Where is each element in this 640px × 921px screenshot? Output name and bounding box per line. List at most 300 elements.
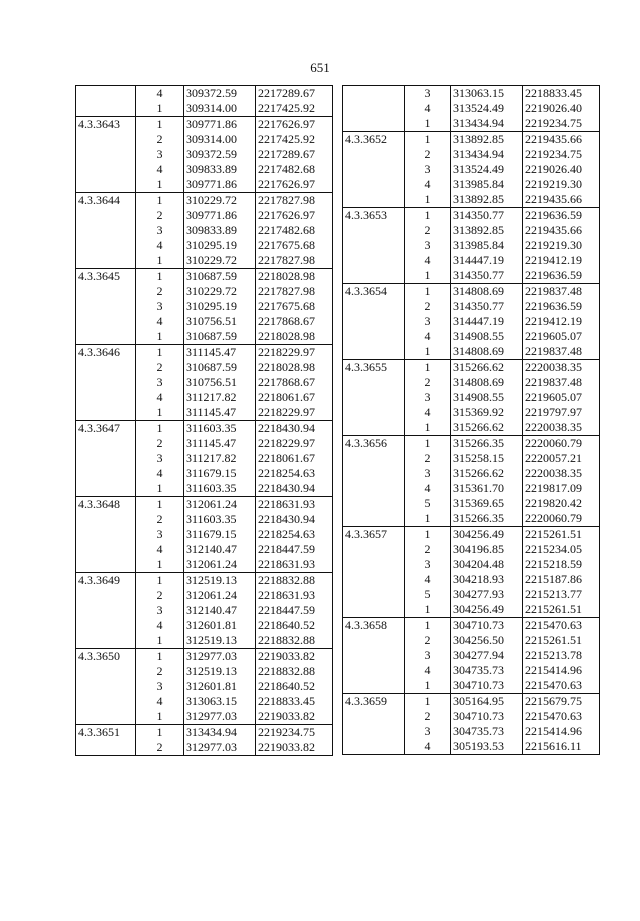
- table-row: [343, 557, 600, 572]
- point-number-cell: 2: [136, 664, 184, 679]
- point-number-cell: 1: [136, 269, 184, 285]
- parcel-id-cell: [76, 709, 136, 725]
- x-coordinate-cell: 311603.35: [184, 481, 256, 497]
- x-coordinate-cell: 311145.47: [184, 345, 256, 361]
- y-coordinate-cell: 2219412.19: [523, 314, 600, 329]
- table-row: [343, 633, 600, 648]
- y-coordinate-cell: 2218631.93: [256, 557, 333, 573]
- x-coordinate-cell: 304735.73: [451, 663, 523, 678]
- table-row: [76, 405, 333, 421]
- x-coordinate-cell: 304710.73: [451, 709, 523, 724]
- table-row: [343, 162, 600, 177]
- parcel-id-cell: [343, 678, 405, 694]
- x-coordinate-cell: 310229.72: [184, 253, 256, 269]
- y-coordinate-cell: 2215261.51: [523, 527, 600, 543]
- x-coordinate-cell: 304710.73: [451, 618, 523, 634]
- table-row: [76, 603, 333, 618]
- parcel-id-cell: [76, 527, 136, 542]
- parcel-id-cell: 4.3.3649: [76, 573, 136, 589]
- x-coordinate-cell: 313892.85: [451, 192, 523, 208]
- point-number-cell: 4: [136, 162, 184, 177]
- point-number-cell: 4: [405, 101, 451, 116]
- point-number-cell: 1: [405, 132, 451, 148]
- point-number-cell: 4: [405, 329, 451, 344]
- y-coordinate-cell: 2218447.59: [256, 542, 333, 557]
- x-coordinate-cell: 313434.94: [451, 147, 523, 162]
- table-row: [343, 223, 600, 238]
- parcel-id-cell: [76, 481, 136, 497]
- parcel-id-cell: [76, 603, 136, 618]
- y-coordinate-cell: 2220057.21: [523, 451, 600, 466]
- point-number-cell: 4: [405, 253, 451, 268]
- table-row: [343, 268, 600, 284]
- table-row: [76, 360, 333, 375]
- y-coordinate-cell: 2217675.68: [256, 238, 333, 253]
- y-coordinate-cell: 2217626.97: [256, 117, 333, 133]
- y-coordinate-cell: 2217626.97: [256, 177, 333, 193]
- y-coordinate-cell: 2215414.96: [523, 663, 600, 678]
- point-number-cell: 2: [136, 588, 184, 603]
- x-coordinate-cell: 315361.70: [451, 481, 523, 496]
- x-coordinate-cell: 310687.59: [184, 329, 256, 345]
- table-row: [76, 329, 333, 345]
- x-coordinate-cell: 315266.35: [451, 511, 523, 527]
- x-coordinate-cell: 304256.49: [451, 527, 523, 543]
- x-coordinate-cell: 311145.47: [184, 436, 256, 451]
- x-coordinate-cell: 311603.35: [184, 421, 256, 437]
- y-coordinate-cell: 2219435.66: [523, 192, 600, 208]
- point-number-cell: 1: [136, 709, 184, 725]
- y-coordinate-cell: 2218028.98: [256, 269, 333, 285]
- x-coordinate-cell: 309314.00: [184, 132, 256, 147]
- x-coordinate-cell: 304256.49: [451, 602, 523, 618]
- table-row: [76, 314, 333, 329]
- point-number-cell: 3: [405, 314, 451, 329]
- point-number-cell: 1: [136, 497, 184, 513]
- x-coordinate-cell: 310687.59: [184, 269, 256, 285]
- parcel-id-cell: [343, 542, 405, 557]
- point-number-cell: 2: [136, 284, 184, 299]
- x-coordinate-cell: 313524.49: [451, 162, 523, 177]
- x-coordinate-cell: 313524.49: [451, 101, 523, 116]
- y-coordinate-cell: 2218430.94: [256, 512, 333, 527]
- y-coordinate-cell: 2215187.86: [523, 572, 600, 587]
- parcel-id-cell: [343, 511, 405, 527]
- table-row: [343, 375, 600, 390]
- parcel-id-cell: 4.3.3651: [76, 725, 136, 741]
- point-number-cell: 3: [405, 390, 451, 405]
- point-number-cell: 1: [136, 117, 184, 133]
- point-number-cell: 1: [136, 253, 184, 269]
- table-row: [343, 314, 600, 329]
- table-row: [76, 436, 333, 451]
- parcel-id-cell: [343, 648, 405, 663]
- parcel-id-cell: [343, 344, 405, 360]
- point-number-cell: 3: [136, 527, 184, 542]
- x-coordinate-cell: 312061.24: [184, 588, 256, 603]
- y-coordinate-cell: 2218061.67: [256, 451, 333, 466]
- x-coordinate-cell: 313892.85: [451, 223, 523, 238]
- point-number-cell: 4: [405, 739, 451, 755]
- x-coordinate-cell: 315266.35: [451, 436, 523, 452]
- table-row: [76, 725, 333, 741]
- table-row: [76, 223, 333, 238]
- x-coordinate-cell: 313892.85: [451, 132, 523, 148]
- parcel-id-cell: [76, 451, 136, 466]
- y-coordinate-cell: 2215218.59: [523, 557, 600, 572]
- x-coordinate-cell: 312140.47: [184, 542, 256, 557]
- parcel-id-cell: [343, 223, 405, 238]
- point-number-cell: 1: [136, 557, 184, 573]
- table-row: [343, 420, 600, 436]
- y-coordinate-cell: 2219234.75: [256, 725, 333, 741]
- point-number-cell: 4: [405, 405, 451, 420]
- point-number-cell: 2: [405, 375, 451, 390]
- y-coordinate-cell: 2219026.40: [523, 101, 600, 116]
- table-row: [343, 284, 600, 300]
- table-row: [76, 512, 333, 527]
- point-number-cell: 3: [136, 451, 184, 466]
- y-coordinate-cell: 2218832.88: [256, 633, 333, 649]
- parcel-id-cell: 4.3.3655: [343, 360, 405, 376]
- parcel-id-cell: [76, 405, 136, 421]
- y-coordinate-cell: 2217827.98: [256, 253, 333, 269]
- table-row: [76, 649, 333, 665]
- parcel-id-cell: [76, 466, 136, 481]
- x-coordinate-cell: 310229.72: [184, 284, 256, 299]
- y-coordinate-cell: 2218631.93: [256, 588, 333, 603]
- table-row: [76, 117, 333, 133]
- x-coordinate-cell: 314447.19: [451, 314, 523, 329]
- parcel-id-cell: 4.3.3658: [343, 618, 405, 634]
- parcel-id-cell: [343, 481, 405, 496]
- x-coordinate-cell: 312519.13: [184, 633, 256, 649]
- point-number-cell: 3: [136, 147, 184, 162]
- y-coordinate-cell: 2218447.59: [256, 603, 333, 618]
- parcel-id-cell: [343, 405, 405, 420]
- point-number-cell: 4: [136, 238, 184, 253]
- x-coordinate-cell: 309833.89: [184, 223, 256, 238]
- parcel-id-cell: 4.3.3643: [76, 117, 136, 133]
- table-row: [343, 451, 600, 466]
- point-number-cell: 1: [405, 420, 451, 436]
- table-row: [76, 193, 333, 209]
- x-coordinate-cell: 310229.72: [184, 193, 256, 209]
- table-row: [343, 678, 600, 694]
- point-number-cell: 5: [405, 587, 451, 602]
- y-coordinate-cell: 2218832.88: [256, 664, 333, 679]
- table-row: [343, 663, 600, 678]
- parcel-id-cell: [76, 542, 136, 557]
- point-number-cell: 1: [136, 345, 184, 361]
- y-coordinate-cell: 2218631.93: [256, 497, 333, 513]
- point-number-cell: 1: [136, 725, 184, 741]
- table-row: [76, 390, 333, 405]
- point-number-cell: 2: [405, 147, 451, 162]
- y-coordinate-cell: 2220038.35: [523, 420, 600, 436]
- table-row: [76, 497, 333, 513]
- y-coordinate-cell: 2218640.52: [256, 679, 333, 694]
- point-number-cell: 1: [136, 193, 184, 209]
- x-coordinate-cell: 312601.81: [184, 679, 256, 694]
- table-row: [76, 375, 333, 390]
- x-coordinate-cell: 313063.15: [184, 694, 256, 709]
- point-number-cell: 3: [136, 679, 184, 694]
- x-coordinate-cell: 312519.13: [184, 664, 256, 679]
- table-row: [76, 238, 333, 253]
- point-number-cell: 1: [405, 694, 451, 710]
- y-coordinate-cell: 2218430.94: [256, 481, 333, 497]
- table-row: [343, 253, 600, 268]
- y-coordinate-cell: 2217425.92: [256, 132, 333, 147]
- point-number-cell: 2: [136, 436, 184, 451]
- point-number-cell: 2: [136, 740, 184, 756]
- y-coordinate-cell: 2218833.45: [523, 86, 600, 102]
- parcel-id-cell: 4.3.3650: [76, 649, 136, 665]
- x-coordinate-cell: 310756.51: [184, 314, 256, 329]
- table-row: [343, 511, 600, 527]
- parcel-id-cell: 4.3.3656: [343, 436, 405, 452]
- table-row: [343, 527, 600, 543]
- x-coordinate-cell: 315369.92: [451, 405, 523, 420]
- table-row: [343, 344, 600, 360]
- parcel-id-cell: [76, 390, 136, 405]
- point-number-cell: 1: [405, 360, 451, 376]
- y-coordinate-cell: 2219820.42: [523, 496, 600, 511]
- x-coordinate-cell: 310295.19: [184, 299, 256, 314]
- parcel-id-cell: [343, 390, 405, 405]
- x-coordinate-cell: 304218.93: [451, 572, 523, 587]
- table-row: [343, 299, 600, 314]
- x-coordinate-cell: 314350.77: [451, 208, 523, 224]
- x-coordinate-cell: 315369.65: [451, 496, 523, 511]
- point-number-cell: 1: [405, 602, 451, 618]
- x-coordinate-cell: 314908.55: [451, 329, 523, 344]
- point-number-cell: 4: [136, 466, 184, 481]
- x-coordinate-cell: 310756.51: [184, 375, 256, 390]
- point-number-cell: 1: [405, 527, 451, 543]
- x-coordinate-cell: 312977.03: [184, 649, 256, 665]
- parcel-id-cell: [343, 663, 405, 678]
- y-coordinate-cell: 2219219.30: [523, 238, 600, 253]
- point-number-cell: 4: [136, 86, 184, 102]
- x-coordinate-cell: 313063.15: [451, 86, 523, 102]
- table-row: [343, 86, 600, 102]
- parcel-id-cell: [343, 451, 405, 466]
- parcel-id-cell: [343, 238, 405, 253]
- table-row: [343, 208, 600, 224]
- y-coordinate-cell: 2219636.59: [523, 268, 600, 284]
- y-coordinate-cell: 2215234.05: [523, 542, 600, 557]
- point-number-cell: 2: [405, 299, 451, 314]
- x-coordinate-cell: 310295.19: [184, 238, 256, 253]
- table-row: [76, 147, 333, 162]
- coordinates-table-right: [342, 85, 600, 755]
- point-number-cell: 1: [405, 511, 451, 527]
- y-coordinate-cell: 2217289.67: [256, 147, 333, 162]
- parcel-id-cell: [76, 375, 136, 390]
- y-coordinate-cell: 2219605.07: [523, 329, 600, 344]
- x-coordinate-cell: 312061.24: [184, 497, 256, 513]
- parcel-id-cell: [76, 238, 136, 253]
- parcel-id-cell: [76, 360, 136, 375]
- parcel-id-cell: [76, 101, 136, 117]
- parcel-id-cell: [76, 223, 136, 238]
- parcel-id-cell: [76, 436, 136, 451]
- parcel-id-cell: [343, 268, 405, 284]
- table-row: [343, 101, 600, 116]
- table-row: [76, 542, 333, 557]
- table-row: [343, 709, 600, 724]
- table-row: [343, 147, 600, 162]
- x-coordinate-cell: 315266.62: [451, 466, 523, 481]
- y-coordinate-cell: 2219026.40: [523, 162, 600, 177]
- table-row: [343, 648, 600, 663]
- parcel-id-cell: [76, 314, 136, 329]
- table-row: [76, 162, 333, 177]
- point-number-cell: 3: [405, 86, 451, 102]
- x-coordinate-cell: 304710.73: [451, 678, 523, 694]
- table-row: [343, 618, 600, 634]
- table-row: [76, 177, 333, 193]
- point-number-cell: 1: [136, 481, 184, 497]
- x-coordinate-cell: 311217.82: [184, 390, 256, 405]
- parcel-id-cell: [343, 572, 405, 587]
- table-row: [76, 86, 333, 102]
- parcel-id-cell: [343, 496, 405, 511]
- table-row: [76, 694, 333, 709]
- point-number-cell: 1: [136, 405, 184, 421]
- table-row: [343, 390, 600, 405]
- parcel-id-cell: [343, 177, 405, 192]
- y-coordinate-cell: 2219219.30: [523, 177, 600, 192]
- y-coordinate-cell: 2217482.68: [256, 223, 333, 238]
- table-row: [76, 421, 333, 437]
- y-coordinate-cell: 2215470.63: [523, 618, 600, 634]
- parcel-id-cell: [343, 633, 405, 648]
- coordinates-table-left: [75, 85, 333, 756]
- point-number-cell: 2: [405, 633, 451, 648]
- table-row: [76, 618, 333, 633]
- x-coordinate-cell: 309372.59: [184, 147, 256, 162]
- point-number-cell: 2: [405, 542, 451, 557]
- point-number-cell: 2: [136, 132, 184, 147]
- y-coordinate-cell: 2217868.67: [256, 375, 333, 390]
- table-row: [76, 527, 333, 542]
- table-row: [76, 299, 333, 314]
- parcel-id-cell: [76, 679, 136, 694]
- parcel-id-cell: [343, 466, 405, 481]
- point-number-cell: 1: [405, 192, 451, 208]
- point-number-cell: 2: [405, 223, 451, 238]
- parcel-id-cell: [76, 253, 136, 269]
- point-number-cell: 1: [136, 329, 184, 345]
- parcel-id-cell: [343, 587, 405, 602]
- x-coordinate-cell: 312601.81: [184, 618, 256, 633]
- x-coordinate-cell: 309314.00: [184, 101, 256, 117]
- parcel-id-cell: [76, 162, 136, 177]
- x-coordinate-cell: 310687.59: [184, 360, 256, 375]
- y-coordinate-cell: 2219797.97: [523, 405, 600, 420]
- y-coordinate-cell: 2215679.75: [523, 694, 600, 710]
- parcel-id-cell: [76, 618, 136, 633]
- x-coordinate-cell: 312977.03: [184, 740, 256, 756]
- y-coordinate-cell: 2217482.68: [256, 162, 333, 177]
- y-coordinate-cell: 2219033.82: [256, 649, 333, 665]
- parcel-id-cell: [343, 299, 405, 314]
- x-coordinate-cell: 304196.85: [451, 542, 523, 557]
- x-coordinate-cell: 312061.24: [184, 557, 256, 573]
- point-number-cell: 4: [136, 314, 184, 329]
- y-coordinate-cell: 2218229.97: [256, 405, 333, 421]
- parcel-id-cell: [76, 694, 136, 709]
- x-coordinate-cell: 309372.59: [184, 86, 256, 102]
- point-number-cell: 3: [405, 162, 451, 177]
- y-coordinate-cell: 2219605.07: [523, 390, 600, 405]
- parcel-id-cell: [76, 86, 136, 102]
- parcel-id-cell: [343, 162, 405, 177]
- point-number-cell: 4: [405, 663, 451, 678]
- table-row: [76, 679, 333, 694]
- point-number-cell: 2: [136, 208, 184, 223]
- table-row: [76, 284, 333, 299]
- table-row: [76, 101, 333, 117]
- y-coordinate-cell: 2220060.79: [523, 436, 600, 452]
- parcel-id-cell: [76, 329, 136, 345]
- parcel-id-cell: [76, 557, 136, 573]
- y-coordinate-cell: 2218832.88: [256, 573, 333, 589]
- point-number-cell: 2: [405, 451, 451, 466]
- parcel-id-cell: [76, 208, 136, 223]
- y-coordinate-cell: 2215414.96: [523, 724, 600, 739]
- parcel-id-cell: [76, 512, 136, 527]
- y-coordinate-cell: 2218254.63: [256, 466, 333, 481]
- x-coordinate-cell: 304277.94: [451, 648, 523, 663]
- x-coordinate-cell: 313985.84: [451, 238, 523, 253]
- parcel-id-cell: [343, 116, 405, 132]
- x-coordinate-cell: 313434.94: [184, 725, 256, 741]
- y-coordinate-cell: 2217827.98: [256, 284, 333, 299]
- x-coordinate-cell: 312519.13: [184, 573, 256, 589]
- parcel-id-cell: [343, 724, 405, 739]
- parcel-id-cell: 4.3.3647: [76, 421, 136, 437]
- point-number-cell: 1: [136, 177, 184, 193]
- point-number-cell: 1: [136, 649, 184, 665]
- table-row: [343, 177, 600, 192]
- parcel-id-cell: [76, 664, 136, 679]
- table-row: [343, 116, 600, 132]
- y-coordinate-cell: 2217425.92: [256, 101, 333, 117]
- point-number-cell: 1: [136, 633, 184, 649]
- table-row: [343, 587, 600, 602]
- y-coordinate-cell: 2218254.63: [256, 527, 333, 542]
- table-row: [343, 481, 600, 496]
- point-number-cell: 3: [136, 603, 184, 618]
- parcel-id-cell: [343, 739, 405, 755]
- x-coordinate-cell: 315258.15: [451, 451, 523, 466]
- parcel-id-cell: 4.3.3644: [76, 193, 136, 209]
- y-coordinate-cell: 2217626.97: [256, 208, 333, 223]
- x-coordinate-cell: 315266.62: [451, 360, 523, 376]
- x-coordinate-cell: 304735.73: [451, 724, 523, 739]
- y-coordinate-cell: 2218430.94: [256, 421, 333, 437]
- x-coordinate-cell: 314350.77: [451, 268, 523, 284]
- point-number-cell: 1: [405, 678, 451, 694]
- table-row: [343, 132, 600, 148]
- parcel-id-cell: [343, 375, 405, 390]
- parcel-id-cell: 4.3.3646: [76, 345, 136, 361]
- y-coordinate-cell: 2219636.59: [523, 208, 600, 224]
